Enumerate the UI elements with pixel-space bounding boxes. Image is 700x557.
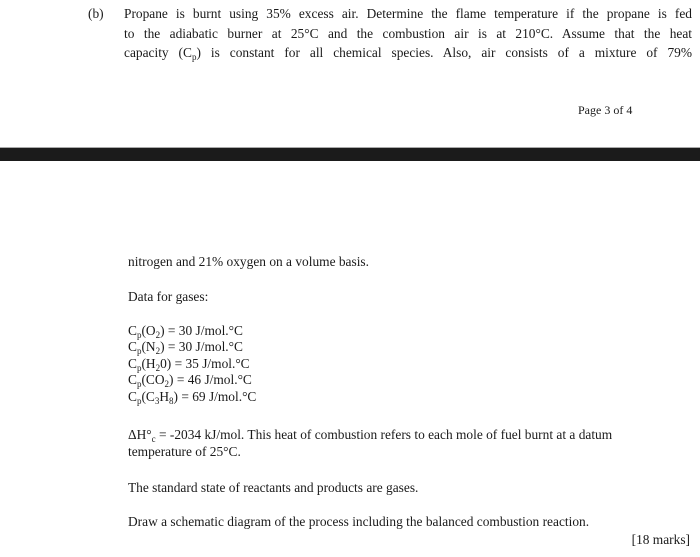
page-divider	[0, 147, 700, 161]
heat-capacity-value: = 69 J/mol.°C	[177, 388, 257, 404]
intro-line-2: to the adiabatic burner at 25°C and the combustion air is at 210°C. Assume that the heat	[124, 25, 692, 41]
heat-capacity-value: = 30 J/mol.°C	[164, 323, 243, 338]
instruction-text: Draw a schematic diagram of the process including the balanced combustion reaction.	[128, 514, 590, 529]
marks-label: [18 marks]	[631, 532, 690, 547]
heat-capacity-value: = 46 J/mol.°C	[173, 372, 252, 388]
enthalpy-sub: c	[151, 434, 156, 444]
heat-capacity-item: $C_p(O_2) = 30$ J/mol.°C	[128, 323, 243, 340]
enthalpy-symbol: ΔH°	[128, 427, 152, 442]
heat-capacity-value: = 30 J/mol.°C	[164, 339, 243, 355]
enthalpy-text: = -2034 kJ/mol. This heat of combustion refers to each mole of fuel burnt at a datum	[155, 427, 613, 442]
continuation-text: nitrogen and 21% oxygen on a volume basis.	[128, 254, 369, 269]
enthalpy-line-1	[128, 426, 690, 443]
question-intro	[124, 4, 692, 63]
heat-capacity-item: $C_p(N_2) = 30$ J/mol.°C	[128, 339, 243, 357]
heat-capacity-item: $C_p(H_20) = 35$ J/mol.°C	[128, 355, 250, 373]
intro-line-1: Propane is burnt using 35% excess air. Determine the flame temperature if the propane is fed	[124, 6, 692, 21]
heat-capacity-item: $C_p(CO_2) = 46$ J/mol.°C	[128, 372, 252, 390]
enthalpy-line-2: temperature of 25°C.	[128, 444, 241, 459]
page-number: Page 3 of 4	[578, 103, 633, 117]
intro-line-3: capacity $(C_p)$ is constant for all chemical species. Also, air consists of a mixture of 79%	[124, 45, 693, 62]
data-heading: Data for gases:	[128, 289, 209, 304]
heat-capacity-value: = 35 J/mol.°C	[171, 355, 250, 371]
question-label: (b)	[88, 6, 104, 21]
heat-capacity-item: $C_p(C_3H_8) = 69$ J/mol.°C	[128, 388, 257, 406]
standard-state-text: The standard state of reactants and products are gases.	[128, 480, 419, 495]
